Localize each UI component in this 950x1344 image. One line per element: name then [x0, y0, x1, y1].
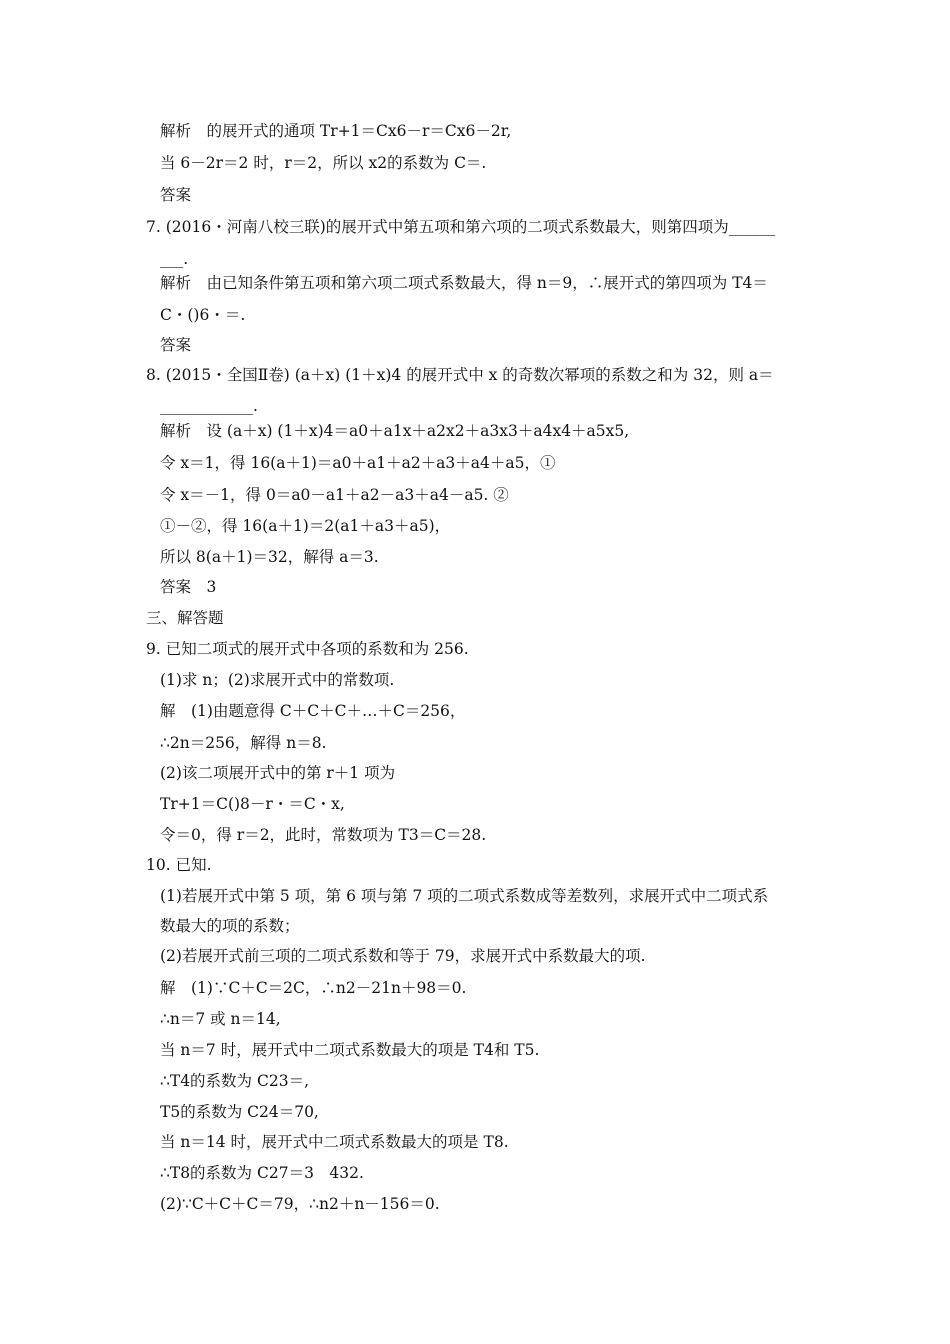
text-line: 解析 的展开式的通项 Tr+1＝Cx6－r＝Cx6－2r,	[160, 122, 512, 140]
text-line: 当 n＝14 时，展开式中二项式系数最大的项是 T8.	[160, 1133, 509, 1151]
text-line: (2)该二项展开式中的第 r＋1 项为	[160, 764, 396, 782]
text-line: ____________.	[160, 397, 258, 415]
text-line: ∴T8的系数为 C27＝3 432.	[160, 1164, 364, 1182]
text-line: 当 n＝7 时，展开式中二项式系数最大的项是 T4和 T5.	[160, 1041, 540, 1059]
text-line: 所以 8(a＋1)＝32，解得 a＝3.	[160, 548, 379, 566]
text-line: 解析 由已知条件第五项和第六项二项式系数最大，得 n＝9，∴展开式的第四项为 T4＝	[160, 274, 768, 292]
text-line: 答案	[160, 186, 192, 204]
text-line: C・()6・＝.	[160, 306, 246, 324]
text-line: 答案	[160, 336, 192, 354]
text-line: (1)若展开式中第 5 项，第 6 项与第 7 项的二项式系数成等差数列，求展开式中二项式系	[160, 887, 769, 905]
text-line: 解 (1)∵C＋C＝2C，∴n2－21n＋98＝0.	[160, 979, 467, 997]
question-10: 10. 已知.	[146, 856, 212, 874]
text-line: 令 x＝1，得 16(a＋1)＝a0＋a1＋a2＋a3＋a4＋a5，①	[160, 454, 556, 472]
question-7: 7. (2016・河南八校三联)的展开式中第五项和第六项的二项式系数最大，则第四项为______	[146, 218, 776, 236]
text-line: 令 x＝－1，得 0＝a0－a1＋a2－a3＋a4－a5. ②	[160, 486, 509, 504]
text-line: ①－②，得 16(a＋1)＝2(a1＋a3＋a5)，	[160, 517, 451, 535]
text-line: 数最大的项的系数；	[160, 917, 300, 935]
text-line: ___.	[160, 250, 189, 268]
text-line: 解 (1)由题意得 C＋C＋C＋…＋C＝256，	[160, 702, 466, 720]
question-9: 9. 已知二项式的展开式中各项的系数和为 256.	[146, 640, 469, 658]
text-line: (2)∵C＋C＋C＝79，∴n2＋n－156＝0.	[160, 1195, 440, 1213]
text-line: (2)若展开式前三项的二项式系数和等于 79，求展开式中系数最大的项.	[160, 947, 646, 965]
text-line: (1)求 n；(2)求展开式中的常数项.	[160, 671, 395, 689]
text-line: T5的系数为 C24＝70,	[160, 1103, 319, 1121]
text-line: 当 6－2r＝2 时，r＝2，所以 x2的系数为 C＝.	[160, 154, 487, 172]
section-heading: 三、解答题	[146, 609, 224, 627]
text-line: 答案 3	[160, 578, 217, 596]
text-line: ∴n＝7 或 n＝14,	[160, 1010, 281, 1028]
text-line: ∴2n＝256，解得 n＝8.	[160, 734, 327, 752]
text-line: ∴T4的系数为 C23＝,	[160, 1072, 309, 1090]
text-line: 令＝0，得 r＝2，此时，常数项为 T3＝C＝28.	[160, 826, 487, 844]
text-line: 解析 设 (a＋x) (1＋x)4＝a0＋a1x＋a2x2＋a3x3＋a4x4＋a5x5,	[160, 422, 630, 440]
question-8: 8. (2015・全国Ⅱ卷) (a＋x) (1＋x)4 的展开式中 x 的奇数次幂项的系数之和为 32，则 a＝	[146, 366, 774, 384]
text-line: Tr+1＝C()8－r・＝C・x,	[160, 795, 345, 813]
